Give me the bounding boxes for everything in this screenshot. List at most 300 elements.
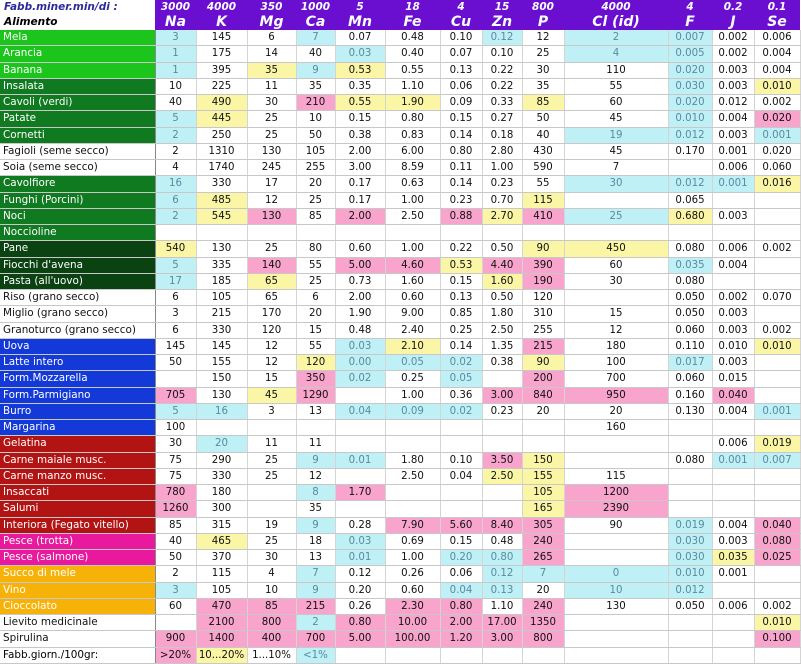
table-row bbox=[0, 127, 800, 143]
value-cell: 0.80 bbox=[385, 111, 440, 127]
value-cell: 105 bbox=[522, 485, 564, 501]
food-name: Cornetti bbox=[0, 127, 155, 143]
value-cell: 0.80 bbox=[440, 598, 482, 614]
value-cell: 12 bbox=[522, 30, 564, 46]
value-cell bbox=[712, 631, 754, 647]
value-cell: 330 bbox=[196, 176, 247, 192]
value-cell: 0.80 bbox=[482, 550, 522, 566]
value-cell: 7 bbox=[296, 566, 335, 582]
value-cell: 0.002 bbox=[712, 46, 754, 62]
value-cell: 0.017 bbox=[668, 355, 712, 371]
value-cell: 1.10 bbox=[385, 78, 440, 94]
column-header: P bbox=[522, 14, 564, 30]
table-row bbox=[0, 322, 800, 338]
value-cell: 0.05 bbox=[440, 371, 482, 387]
value-cell: 25 bbox=[296, 192, 335, 208]
value-cell bbox=[668, 436, 712, 452]
value-cell bbox=[712, 420, 754, 436]
food-name: Insaccati bbox=[0, 485, 155, 501]
value-cell: 7 bbox=[296, 30, 335, 46]
legend-empty-cell bbox=[668, 647, 712, 663]
value-cell: 150 bbox=[196, 371, 247, 387]
value-cell: 0.80 bbox=[335, 615, 385, 631]
column-amount: 15 bbox=[482, 0, 522, 14]
value-cell: 145 bbox=[196, 30, 247, 46]
value-cell: 170 bbox=[247, 306, 296, 322]
value-cell: 25 bbox=[247, 468, 296, 484]
value-cell: 9 bbox=[296, 517, 335, 533]
table-row bbox=[0, 387, 800, 403]
value-cell: 130 bbox=[564, 598, 668, 614]
value-cell: 0.080 bbox=[668, 241, 712, 257]
value-cell bbox=[335, 468, 385, 484]
food-name: Pesce (salmone) bbox=[0, 550, 155, 566]
value-cell: 160 bbox=[564, 420, 668, 436]
value-cell: 180 bbox=[564, 338, 668, 354]
column-amount: 350 bbox=[247, 0, 296, 14]
value-cell: 0.002 bbox=[712, 30, 754, 46]
food-name: Soia (seme secco) bbox=[0, 160, 155, 176]
value-cell: 2 bbox=[155, 208, 196, 224]
value-cell: 16 bbox=[196, 403, 247, 419]
value-cell: 0.060 bbox=[668, 371, 712, 387]
value-cell: 0.85 bbox=[440, 306, 482, 322]
value-cell: 200 bbox=[522, 371, 564, 387]
table-row bbox=[0, 533, 800, 549]
table-row bbox=[0, 160, 800, 176]
value-cell: 0.88 bbox=[440, 208, 482, 224]
value-cell: 12 bbox=[247, 355, 296, 371]
value-cell: 0.10 bbox=[440, 30, 482, 46]
value-cell bbox=[196, 420, 247, 436]
legend-empty-cell bbox=[712, 647, 754, 663]
value-cell: 100 bbox=[564, 355, 668, 371]
value-cell: 30 bbox=[564, 273, 668, 289]
value-cell: 0.09 bbox=[440, 95, 482, 111]
value-cell bbox=[564, 436, 668, 452]
value-cell: 705 bbox=[155, 387, 196, 403]
value-cell: 0.003 bbox=[712, 62, 754, 78]
value-cell: 185 bbox=[196, 273, 247, 289]
value-cell bbox=[335, 225, 385, 241]
value-cell: 0.35 bbox=[335, 78, 385, 94]
value-cell: 85 bbox=[155, 517, 196, 533]
value-cell: 0.11 bbox=[440, 160, 482, 176]
table-row bbox=[0, 501, 800, 517]
value-cell: 450 bbox=[564, 241, 668, 257]
value-cell: 40 bbox=[155, 95, 196, 111]
value-cell bbox=[564, 615, 668, 631]
column-amount: 0.2 bbox=[712, 0, 754, 14]
value-cell: 3.00 bbox=[482, 387, 522, 403]
value-cell: 0.035 bbox=[668, 257, 712, 273]
value-cell bbox=[712, 501, 754, 517]
value-cell: 0.004 bbox=[754, 46, 800, 62]
value-cell: 6 bbox=[155, 192, 196, 208]
column-header: Cl (id) bbox=[564, 14, 668, 30]
value-cell: 470 bbox=[196, 598, 247, 614]
table-row bbox=[0, 273, 800, 289]
food-name: Arancia bbox=[0, 46, 155, 62]
value-cell: 0.18 bbox=[482, 127, 522, 143]
value-cell: 490 bbox=[196, 95, 247, 111]
value-cell: 50 bbox=[296, 127, 335, 143]
value-cell bbox=[482, 371, 522, 387]
value-cell: 0.010 bbox=[712, 338, 754, 354]
value-cell: 0.170 bbox=[668, 143, 712, 159]
value-cell: 0.10 bbox=[440, 452, 482, 468]
table-row bbox=[0, 225, 800, 241]
value-cell bbox=[668, 615, 712, 631]
value-cell: 2.70 bbox=[482, 208, 522, 224]
value-cell: 0.26 bbox=[335, 598, 385, 614]
table-row bbox=[0, 306, 800, 322]
value-cell: 145 bbox=[196, 338, 247, 354]
value-cell bbox=[754, 387, 800, 403]
value-cell: 6 bbox=[155, 290, 196, 306]
column-header: K bbox=[196, 14, 247, 30]
food-name: Vino bbox=[0, 582, 155, 598]
value-cell: 35 bbox=[522, 78, 564, 94]
table-title: Fabb.miner.min/di : bbox=[0, 0, 155, 14]
food-name: Interiora (Fegato vitello) bbox=[0, 517, 155, 533]
table-row bbox=[0, 615, 800, 631]
column-header: Se bbox=[754, 14, 800, 30]
value-cell: 11 bbox=[247, 78, 296, 94]
value-cell: 255 bbox=[522, 322, 564, 338]
value-cell: 0.83 bbox=[385, 127, 440, 143]
value-cell: 0.36 bbox=[440, 387, 482, 403]
value-cell bbox=[564, 631, 668, 647]
value-cell: 330 bbox=[196, 468, 247, 484]
value-cell: 0.73 bbox=[335, 273, 385, 289]
value-cell: 0.020 bbox=[668, 95, 712, 111]
value-cell: 0.80 bbox=[440, 143, 482, 159]
value-cell: 250 bbox=[196, 127, 247, 143]
value-cell: 4.40 bbox=[482, 257, 522, 273]
value-cell: 0.38 bbox=[335, 127, 385, 143]
food-name: Cavolfiore bbox=[0, 176, 155, 192]
value-cell: 2.40 bbox=[385, 322, 440, 338]
value-cell: 10 bbox=[296, 111, 335, 127]
table-row bbox=[0, 338, 800, 354]
column-header: Fe bbox=[385, 14, 440, 30]
value-cell: 350 bbox=[296, 371, 335, 387]
value-cell: 60 bbox=[564, 257, 668, 273]
value-cell bbox=[296, 225, 335, 241]
value-cell: 0.160 bbox=[668, 387, 712, 403]
value-cell: 0.110 bbox=[668, 338, 712, 354]
value-cell: 0.010 bbox=[754, 615, 800, 631]
table-row bbox=[0, 111, 800, 127]
value-cell: 0.020 bbox=[668, 62, 712, 78]
value-cell: 0.55 bbox=[385, 62, 440, 78]
legend-swatch: 1...10% bbox=[247, 647, 296, 663]
food-name: Patate bbox=[0, 111, 155, 127]
value-cell: 105 bbox=[296, 143, 335, 159]
value-cell: 0.23 bbox=[440, 192, 482, 208]
value-cell bbox=[482, 225, 522, 241]
value-cell: 0.27 bbox=[482, 111, 522, 127]
value-cell: 0.010 bbox=[668, 111, 712, 127]
value-cell: 5.60 bbox=[440, 517, 482, 533]
value-cell: 12 bbox=[247, 192, 296, 208]
value-cell: 15 bbox=[296, 322, 335, 338]
value-cell: 0.17 bbox=[335, 176, 385, 192]
value-cell bbox=[754, 225, 800, 241]
value-cell: 225 bbox=[196, 78, 247, 94]
value-cell: 0.53 bbox=[335, 62, 385, 78]
value-cell bbox=[668, 468, 712, 484]
value-cell: 800 bbox=[247, 615, 296, 631]
value-cell: 1260 bbox=[155, 501, 196, 517]
value-cell: 1.90 bbox=[335, 306, 385, 322]
value-cell: 0.23 bbox=[482, 176, 522, 192]
value-cell: 0.09 bbox=[385, 403, 440, 419]
food-name: Carne maiale musc. bbox=[0, 452, 155, 468]
value-cell: 2.00 bbox=[440, 615, 482, 631]
table-row bbox=[0, 78, 800, 94]
food-name: Pasta (all'uovo) bbox=[0, 273, 155, 289]
value-cell bbox=[754, 192, 800, 208]
value-cell bbox=[754, 468, 800, 484]
table-row bbox=[0, 550, 800, 566]
value-cell: 55 bbox=[564, 78, 668, 94]
value-cell: 100 bbox=[155, 420, 196, 436]
value-cell: 0.003 bbox=[712, 306, 754, 322]
value-cell: 0.060 bbox=[754, 160, 800, 176]
value-cell: 5.00 bbox=[335, 257, 385, 273]
food-name: Miglio (grano secco) bbox=[0, 306, 155, 322]
value-cell: 0.010 bbox=[668, 566, 712, 582]
value-cell: 0.012 bbox=[668, 176, 712, 192]
value-cell: 0.03 bbox=[335, 338, 385, 354]
table-row bbox=[0, 62, 800, 78]
value-cell: 5.00 bbox=[335, 631, 385, 647]
value-cell: 215 bbox=[522, 338, 564, 354]
table-row bbox=[0, 371, 800, 387]
value-cell: 0.63 bbox=[385, 176, 440, 192]
value-cell: 0.13 bbox=[440, 290, 482, 306]
food-name: Form.Mozzarella bbox=[0, 371, 155, 387]
column-header: F bbox=[668, 14, 712, 30]
value-cell: 10 bbox=[247, 582, 296, 598]
value-cell bbox=[440, 485, 482, 501]
value-cell: 1.00 bbox=[385, 387, 440, 403]
value-cell: 0.050 bbox=[668, 598, 712, 614]
value-cell: 19 bbox=[247, 517, 296, 533]
value-cell: 3.00 bbox=[335, 160, 385, 176]
value-cell: 540 bbox=[155, 241, 196, 257]
food-name: Succo di mele bbox=[0, 566, 155, 582]
value-cell: 9 bbox=[296, 452, 335, 468]
value-cell: 0.001 bbox=[712, 176, 754, 192]
column-header: J bbox=[712, 14, 754, 30]
value-cell: 35 bbox=[296, 78, 335, 94]
value-cell: 0.50 bbox=[482, 290, 522, 306]
value-cell: 90 bbox=[522, 241, 564, 257]
value-cell: 2.50 bbox=[385, 468, 440, 484]
value-cell bbox=[754, 208, 800, 224]
value-cell: 85 bbox=[522, 95, 564, 111]
value-cell bbox=[155, 371, 196, 387]
table-row bbox=[0, 176, 800, 192]
value-cell: 25 bbox=[247, 452, 296, 468]
value-cell: 240 bbox=[522, 598, 564, 614]
value-cell bbox=[247, 501, 296, 517]
value-cell bbox=[522, 436, 564, 452]
value-cell bbox=[668, 501, 712, 517]
value-cell: 0.22 bbox=[440, 241, 482, 257]
value-cell: 55 bbox=[296, 338, 335, 354]
value-cell: 0.080 bbox=[668, 273, 712, 289]
value-cell: 5 bbox=[155, 403, 196, 419]
value-cell: 0.48 bbox=[385, 30, 440, 46]
value-cell: 130 bbox=[196, 387, 247, 403]
value-cell: 0.130 bbox=[668, 403, 712, 419]
value-cell: 180 bbox=[196, 485, 247, 501]
legend-swatch: 10...20% bbox=[196, 647, 247, 663]
table-row bbox=[0, 420, 800, 436]
value-cell: 0.004 bbox=[712, 111, 754, 127]
value-cell: 0.019 bbox=[754, 436, 800, 452]
column-amount: 4000 bbox=[564, 0, 668, 14]
value-cell: 35 bbox=[296, 501, 335, 517]
food-name: Pesce (trotta) bbox=[0, 533, 155, 549]
value-cell bbox=[482, 420, 522, 436]
value-cell: 0.003 bbox=[712, 78, 754, 94]
value-cell: 16 bbox=[155, 176, 196, 192]
legend-empty-cell bbox=[522, 647, 564, 663]
column-amount: 4 bbox=[668, 0, 712, 14]
value-cell: 110 bbox=[564, 62, 668, 78]
value-cell: 0.69 bbox=[385, 533, 440, 549]
value-cell: 2 bbox=[155, 127, 196, 143]
value-cell bbox=[522, 420, 564, 436]
value-cell: 545 bbox=[196, 208, 247, 224]
table-row bbox=[0, 208, 800, 224]
value-cell: 2.00 bbox=[335, 143, 385, 159]
value-cell: 25 bbox=[247, 127, 296, 143]
value-cell: 140 bbox=[247, 257, 296, 273]
value-cell: 0.680 bbox=[668, 208, 712, 224]
value-cell: 5 bbox=[155, 257, 196, 273]
legend-swatch: <1% bbox=[296, 647, 335, 663]
value-cell: 0.003 bbox=[712, 533, 754, 549]
value-cell: 0.001 bbox=[712, 566, 754, 582]
value-cell: 0.060 bbox=[668, 322, 712, 338]
value-cell: 90 bbox=[522, 355, 564, 371]
table-row bbox=[0, 290, 800, 306]
value-cell: 120 bbox=[522, 290, 564, 306]
value-cell: 20 bbox=[296, 306, 335, 322]
value-cell: 2 bbox=[564, 30, 668, 46]
value-cell: 0.035 bbox=[712, 550, 754, 566]
value-cell: 1.00 bbox=[385, 192, 440, 208]
value-cell: 5 bbox=[155, 111, 196, 127]
food-name: Salumi bbox=[0, 501, 155, 517]
value-cell: 25 bbox=[247, 241, 296, 257]
food-name: Latte intero bbox=[0, 355, 155, 371]
value-cell bbox=[754, 273, 800, 289]
legend-label: Fabb.giorn./100gr: bbox=[0, 647, 155, 663]
value-cell: 13 bbox=[296, 403, 335, 419]
value-cell: 305 bbox=[522, 517, 564, 533]
value-cell bbox=[712, 225, 754, 241]
value-cell bbox=[564, 290, 668, 306]
value-cell bbox=[564, 192, 668, 208]
value-cell: 0.14 bbox=[440, 338, 482, 354]
legend-empty-cell bbox=[754, 647, 800, 663]
legend-empty-cell bbox=[335, 647, 385, 663]
value-cell: 12 bbox=[564, 322, 668, 338]
value-cell: 30 bbox=[247, 95, 296, 111]
value-cell: 0.002 bbox=[712, 290, 754, 306]
value-cell: 370 bbox=[196, 550, 247, 566]
value-cell bbox=[668, 485, 712, 501]
value-cell: 115 bbox=[564, 468, 668, 484]
value-cell: 0.003 bbox=[712, 355, 754, 371]
value-cell: 215 bbox=[196, 306, 247, 322]
value-cell bbox=[564, 533, 668, 549]
value-cell: 25 bbox=[296, 273, 335, 289]
value-cell: 7.90 bbox=[385, 517, 440, 533]
value-cell: 780 bbox=[155, 485, 196, 501]
value-cell: 75 bbox=[155, 468, 196, 484]
value-cell: 1.10 bbox=[482, 598, 522, 614]
table-row bbox=[0, 452, 800, 468]
value-cell: 0.006 bbox=[754, 30, 800, 46]
value-cell: 590 bbox=[522, 160, 564, 176]
value-cell: 115 bbox=[522, 192, 564, 208]
column-amount: 5 bbox=[335, 0, 385, 14]
table-row bbox=[0, 355, 800, 371]
value-cell: 0.01 bbox=[335, 550, 385, 566]
value-cell: 0.14 bbox=[440, 176, 482, 192]
food-name: Fagioli (seme secco) bbox=[0, 143, 155, 159]
value-cell: 0.15 bbox=[440, 111, 482, 127]
value-cell: 40 bbox=[522, 127, 564, 143]
value-cell: 45 bbox=[564, 143, 668, 159]
value-cell: 0.001 bbox=[712, 452, 754, 468]
value-cell: 950 bbox=[564, 387, 668, 403]
value-cell: 0.020 bbox=[754, 111, 800, 127]
value-cell: 0.15 bbox=[440, 273, 482, 289]
value-cell: 0.007 bbox=[754, 452, 800, 468]
value-cell: 12 bbox=[247, 338, 296, 354]
value-cell bbox=[754, 306, 800, 322]
column-header: Mg bbox=[247, 14, 296, 30]
value-cell: 65 bbox=[247, 273, 296, 289]
value-cell: 0.25 bbox=[440, 322, 482, 338]
table-row bbox=[0, 30, 800, 46]
value-cell: 130 bbox=[247, 143, 296, 159]
table-row bbox=[0, 403, 800, 419]
value-cell: 800 bbox=[522, 631, 564, 647]
value-cell: 2 bbox=[296, 615, 335, 631]
value-cell: 1.00 bbox=[385, 550, 440, 566]
value-cell: 25 bbox=[564, 208, 668, 224]
value-cell: 150 bbox=[522, 452, 564, 468]
value-cell: 0.100 bbox=[754, 631, 800, 647]
value-cell bbox=[564, 225, 668, 241]
value-cell: 210 bbox=[296, 95, 335, 111]
value-cell bbox=[754, 257, 800, 273]
food-name: Uova bbox=[0, 338, 155, 354]
value-cell bbox=[754, 371, 800, 387]
value-cell: 390 bbox=[522, 257, 564, 273]
value-cell: 0.02 bbox=[440, 403, 482, 419]
